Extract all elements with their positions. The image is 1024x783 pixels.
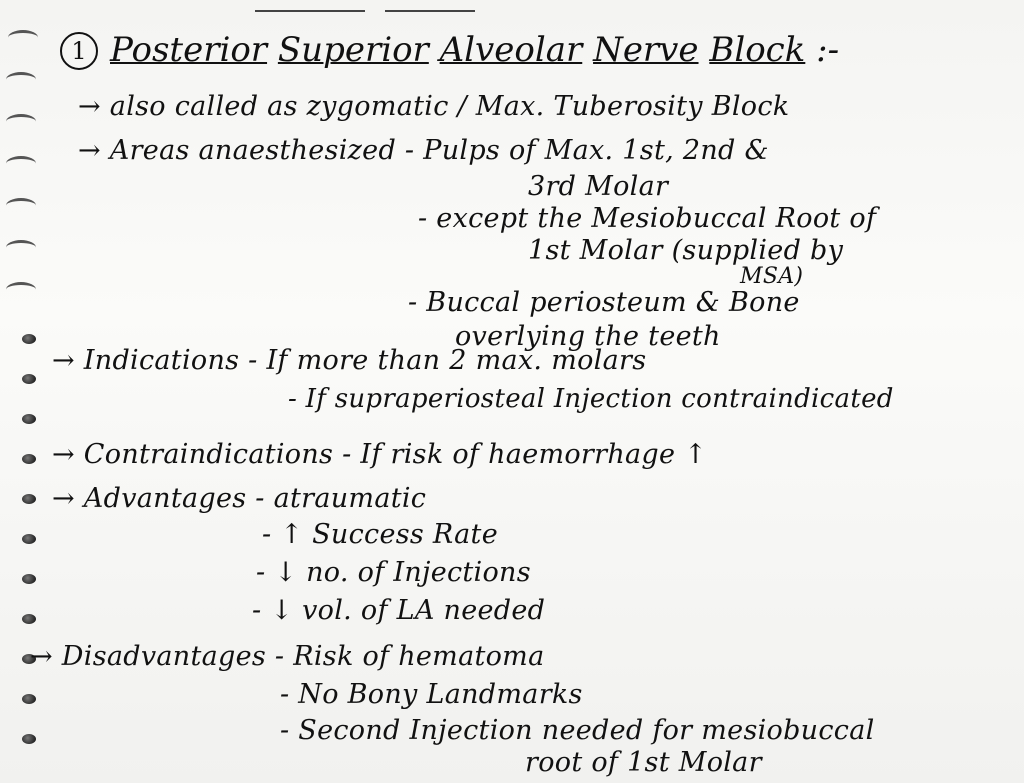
binding-coil bbox=[8, 30, 38, 45]
header-rule bbox=[385, 10, 475, 12]
note-line: - Buccal periosteum & Bone bbox=[408, 287, 800, 318]
note-line: - Second Injection needed for mesiobuccal bbox=[280, 715, 875, 746]
title-word: Posterior bbox=[110, 30, 268, 70]
binding-coil bbox=[6, 282, 36, 297]
note-line: - If supraperiosteal Injection contraindicated bbox=[288, 384, 894, 414]
binding-hole bbox=[22, 334, 36, 344]
note-line: → also called as zygomatic / Max. Tuberosity Block bbox=[78, 91, 790, 122]
binding-coil bbox=[6, 114, 36, 129]
note-line: - ↑ Success Rate bbox=[262, 519, 498, 550]
binding-coil bbox=[6, 156, 36, 171]
note-line: → Indications - If more than 2 max. molars bbox=[52, 345, 647, 376]
title-word: Nerve bbox=[593, 30, 699, 70]
binding-hole bbox=[22, 374, 36, 384]
binding-hole bbox=[22, 494, 36, 504]
binding-hole bbox=[22, 414, 36, 424]
page-title bbox=[110, 30, 839, 70]
note-line: root of 1st Molar bbox=[525, 747, 762, 778]
binding-hole bbox=[22, 694, 36, 704]
note-line: MSA) bbox=[740, 264, 804, 289]
binding-hole bbox=[22, 534, 36, 544]
note-line: overlying the teeth bbox=[455, 321, 721, 352]
note-line: → Contraindications - If risk of haemorrhage ↑ bbox=[52, 439, 708, 470]
note-line: → Disadvantages - Risk of hematoma bbox=[30, 641, 545, 672]
binding-hole bbox=[22, 734, 36, 744]
section-number: 1 bbox=[60, 32, 98, 70]
note-line: - except the Mesiobuccal Root of bbox=[418, 203, 877, 234]
note-line: - ↓ vol. of LA needed bbox=[252, 595, 546, 626]
note-line: 3rd Molar bbox=[528, 171, 669, 202]
note-line: → Areas anaesthesized - Pulps of Max. 1st, 2nd & bbox=[78, 135, 769, 166]
binding-hole bbox=[22, 574, 36, 584]
binding-hole bbox=[22, 454, 36, 464]
title-word: Block bbox=[709, 30, 806, 70]
binding-coil bbox=[6, 198, 36, 213]
note-line: 1st Molar (supplied by bbox=[528, 235, 844, 266]
binding-hole bbox=[22, 614, 36, 624]
note-line: - ↓ no. of Injections bbox=[256, 557, 531, 588]
title-word: Alveolar bbox=[439, 30, 583, 70]
title-suffix: :- bbox=[816, 30, 840, 70]
title-word: Superior bbox=[277, 30, 429, 70]
note-line: → Advantages - atraumatic bbox=[52, 483, 427, 514]
note-line: - No Bony Landmarks bbox=[280, 679, 583, 710]
binding-coil bbox=[6, 72, 36, 87]
header-rule bbox=[255, 10, 365, 12]
binding-coil bbox=[6, 240, 36, 255]
